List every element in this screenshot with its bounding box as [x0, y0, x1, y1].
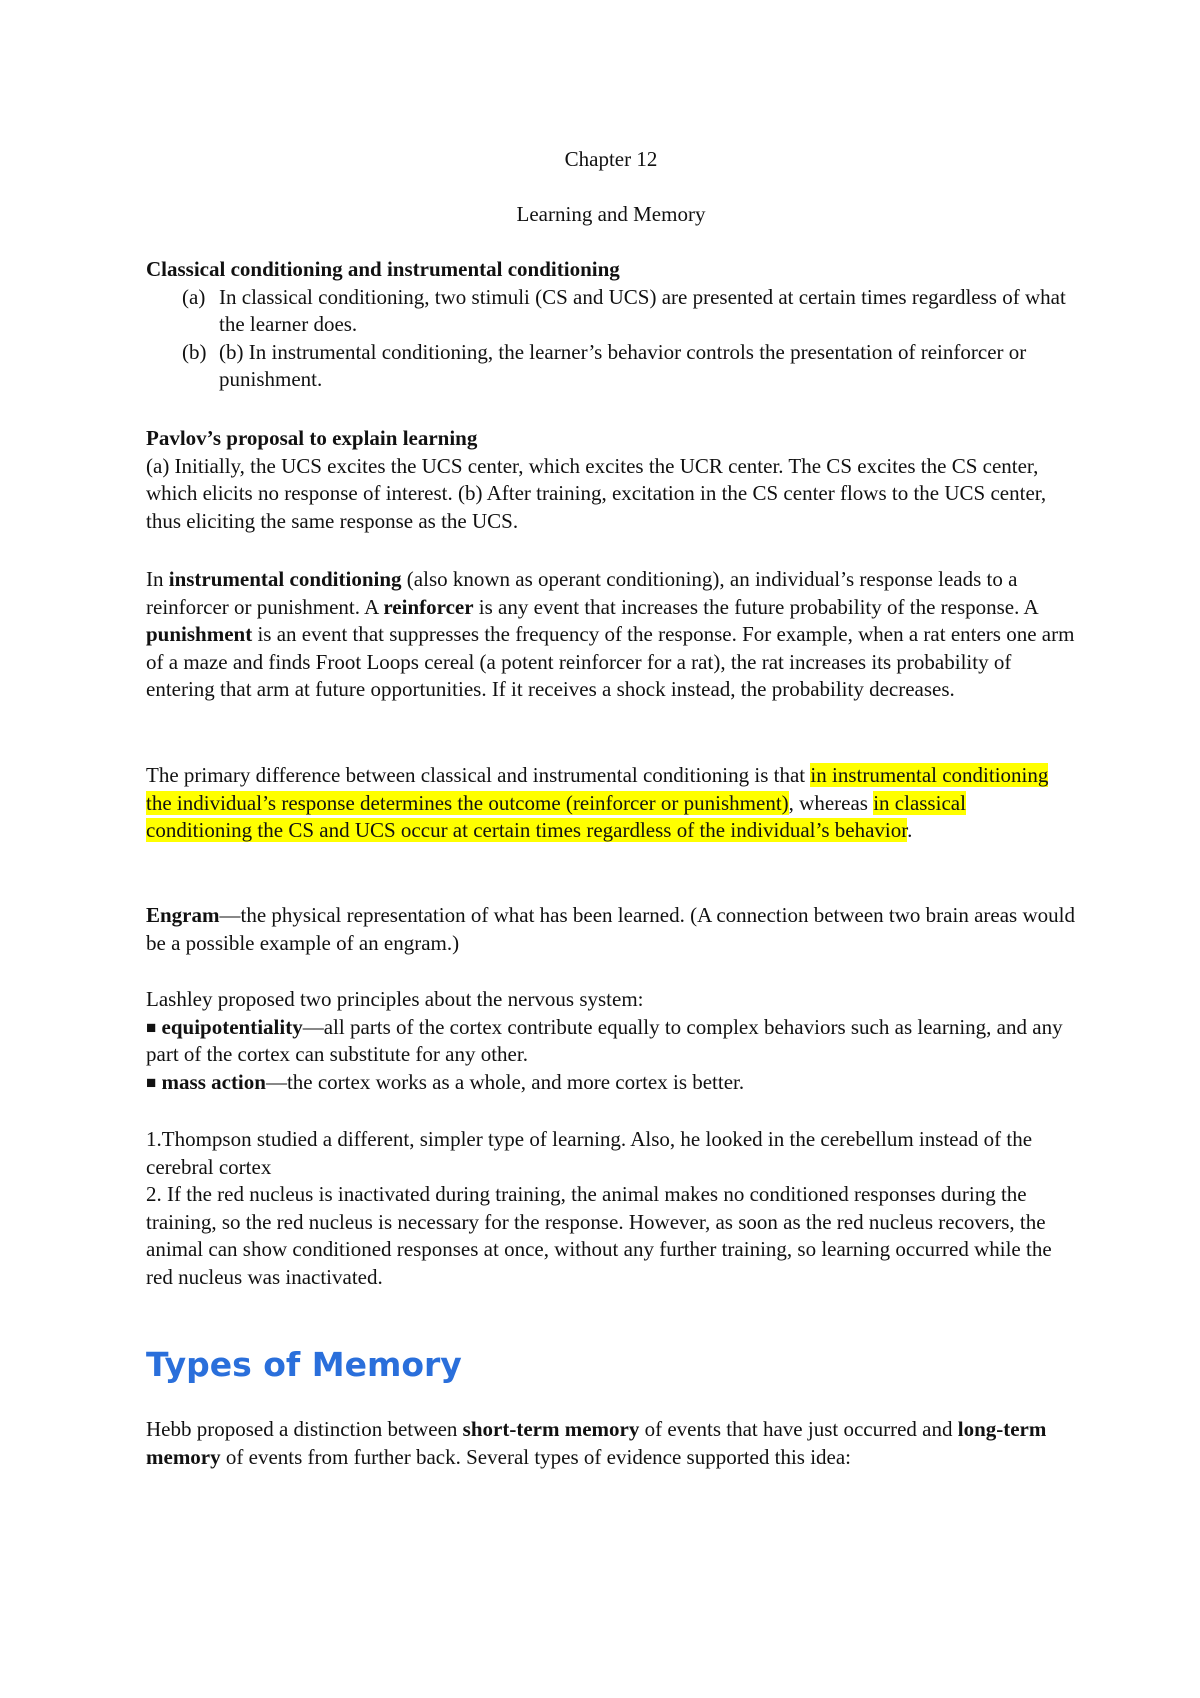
term-equipotentiality: equipotentiality [161, 1014, 303, 1039]
paragraph: Lashley proposed two principles about the nervous system: [146, 987, 644, 1011]
paragraph [146, 762, 1076, 845]
section-heading: Pavlov’s proposal to explain learning [146, 426, 478, 450]
section-types-of-memory [146, 1345, 1076, 1385]
paragraph: (a) Initially, the UCS excites the UCS center, which excites the UCR center. The CS excites the CS center, which elicits no response of interest. (b) After training, excitation in the CS center flows to the UCS center, thus eliciting the same response as the UCS. [146, 453, 1047, 533]
term-long-term-memory: long-term memory [146, 1417, 1047, 1469]
term-mass-action: mass action [161, 1069, 266, 1094]
bullet-item [146, 1014, 1076, 1069]
text-run: In [146, 567, 169, 591]
section-engram [146, 902, 1076, 957]
bullet-item [146, 1069, 1076, 1097]
section-primary-difference [146, 762, 1076, 845]
section-instrumental-conditioning [146, 566, 1076, 704]
text-run: Hebb proposed a distinction between [146, 1417, 463, 1441]
numbered-item: 1.Thompson studied a different, simpler type of learning. Also, he looked in the cerebellum instead of the cerebral cortex [146, 1127, 1033, 1179]
chapter-number: Chapter 12 [564, 147, 658, 171]
section-heading: Types of Memory [146, 1345, 462, 1384]
term-punishment: punishment [146, 622, 253, 647]
text-run: . [907, 818, 913, 843]
section-heading: Classical conditioning and instrumental conditioning [146, 257, 620, 281]
term-engram: Engram [146, 903, 220, 927]
text-run: , whereas [788, 790, 874, 815]
section-hebb [146, 1416, 1076, 1471]
text-run: is any event that increases the future probability of the response. A [473, 594, 1038, 619]
list-marker: (a) [182, 284, 206, 309]
text-run: The primary difference between classical and instrumental conditioning is that [146, 763, 811, 787]
section-pavlov [146, 425, 1076, 535]
term-short-term-memory: short-term memory [462, 1417, 640, 1441]
section-classical-vs-instrumental [146, 256, 1076, 394]
paragraph [146, 1416, 1076, 1471]
text-run: is an event that suppresses the frequency of the response. For example, when a rat enters one arm of a maze and finds Froot Loops cereal (a potent reinforcer for a rat), the rat increases its probability of entering that arm at future opportunities. If it receives a shock instead, the probability decreases. [146, 622, 1075, 702]
square-bullet-icon: ■ [146, 1017, 157, 1037]
square-bullet-icon: ■ [146, 1072, 157, 1092]
text-run: of events that have just occurred and [639, 1417, 958, 1441]
term-instrumental-conditioning: instrumental conditioning [168, 567, 402, 591]
list-item-text: (b) In instrumental conditioning, the learner’s behavior controls the presentation of reinforcer or punishment. [219, 339, 1027, 392]
alpha-list [146, 284, 1076, 394]
list-item [146, 284, 1076, 339]
chapter-title: Learning and Memory [516, 202, 706, 226]
text-run: —all parts of the cortex contribute equally to complex behaviors such as learning, and any part of the cortex can substitute for any other. [146, 1014, 1063, 1067]
term-reinforcer: reinforcer [383, 594, 474, 619]
highlighted-text: in instrumental conditioning the individual’s response determines the outcome (reinforcer or punishment) [146, 763, 1049, 815]
list-item [146, 339, 1076, 394]
list-marker: (b) [182, 339, 207, 364]
list-item-text: In classical conditioning, two stimuli (CS and UCS) are presented at certain times regardless of what the learner does. [219, 284, 1066, 337]
text-run: —the physical representation of what has been learned. (A connection between two brain areas would be a possible example of an engram.) [146, 903, 1075, 955]
section-thompson [146, 1126, 1076, 1292]
text-run: (also known as operant conditioning), an individual’s response leads to a reinforcer or punishment. A [146, 567, 1018, 619]
paragraph [146, 566, 1076, 704]
text-run: —the cortex works as a whole, and more cortex is better. [265, 1069, 745, 1094]
text-run: of events from further back. Several types of evidence supported this idea: [220, 1444, 852, 1469]
numbered-item: 2. If the red nucleus is inactivated during training, the animal makes no conditioned responses during the training, so the red nucleus is necessary for the response. However, as soon as the red nucleus recovers, the animal can show conditioned responses at once, without any further training, so learning occurred while the red nucleus was inactivated. [146, 1182, 1052, 1289]
highlighted-text: in classical conditioning the CS and UCS occur at certain times regardless of the individual’s behavior [146, 790, 966, 843]
paragraph [146, 902, 1076, 957]
section-lashley [146, 986, 1076, 1096]
